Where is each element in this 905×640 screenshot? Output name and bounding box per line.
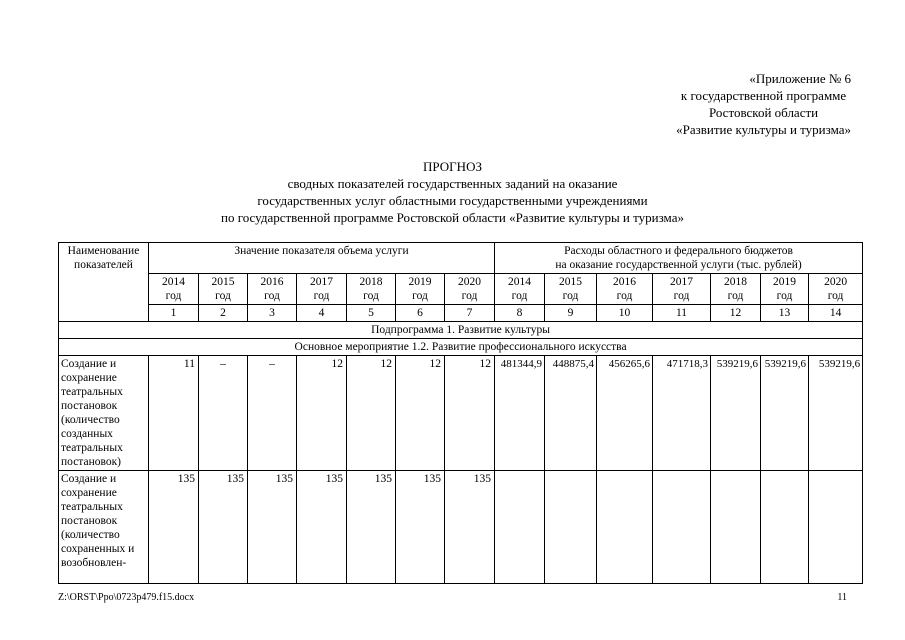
annex-line-2: к государственной программе: [680, 88, 847, 103]
header-row-numbers: [59, 305, 863, 322]
header-expense-group: [495, 243, 863, 274]
volume-value: –: [248, 356, 297, 471]
title-line-3: по государственной программе Ростовской области «Развитие культуры и туризма»: [221, 210, 684, 225]
volume-value: –: [199, 356, 248, 471]
year-label: 2019: [773, 276, 797, 288]
title-line-1: сводных показателей государственных заданий на оказание: [287, 176, 618, 191]
expense-year-2020: [809, 274, 863, 305]
column-number: 2: [199, 305, 248, 322]
year-unit: год: [461, 290, 478, 302]
year-unit: год: [562, 290, 579, 302]
year-label: 2016: [613, 276, 637, 288]
column-number: 8: [495, 305, 545, 322]
annex-block: [676, 70, 851, 138]
expense-value: [761, 471, 809, 584]
header-expense-line-2: на оказание государственной услуги (тыс. рублей): [555, 259, 802, 271]
column-number: 10: [597, 305, 653, 322]
header-name-cell: Наименование показателей: [59, 243, 149, 322]
expense-value: [809, 471, 863, 584]
volume-value: 11: [149, 356, 199, 471]
column-number: 14: [809, 305, 863, 322]
volume-year-2016: [248, 274, 297, 305]
column-number: 7: [445, 305, 495, 322]
expense-year-2016: [597, 274, 653, 305]
volume-value: 135: [149, 471, 199, 584]
file-path: Z:\ORST\Ppo\0723p479.f15.docx: [58, 592, 195, 603]
year-label: 2014: [162, 276, 185, 288]
year-label: 2015: [559, 276, 583, 288]
volume-value: 135: [248, 471, 297, 584]
annex-line-1: «Приложение № 6: [749, 71, 851, 86]
expense-value: [495, 471, 545, 584]
column-number: 11: [653, 305, 711, 322]
expense-value: [597, 471, 653, 584]
year-label: 2015: [211, 276, 235, 288]
year-unit: год: [313, 290, 330, 302]
column-number: 12: [711, 305, 761, 322]
volume-value: 12: [297, 356, 347, 471]
expense-value: 456265,6: [597, 356, 653, 471]
year-label: 2020: [824, 276, 848, 288]
table-row: [59, 356, 863, 471]
measure-row: [59, 339, 863, 356]
page-footer: [58, 592, 847, 603]
expense-year-2019: [761, 274, 809, 305]
volume-value: 135: [347, 471, 396, 584]
year-unit: год: [264, 290, 280, 302]
year-unit: год: [776, 290, 793, 302]
year-unit: год: [511, 290, 528, 302]
expense-year-2018: [711, 274, 761, 305]
subprogram-title: Подпрограмма 1. Развитие культуры: [59, 322, 863, 339]
indicator-name: Создание и сохранение театральных постановок (количество сохраненных и возобновлен-: [59, 471, 149, 584]
year-unit: год: [673, 290, 690, 302]
year-label: 2020: [458, 276, 482, 288]
expense-value: [653, 471, 711, 584]
year-unit: год: [165, 290, 182, 302]
document-title: [0, 158, 905, 226]
subprogram-row: [59, 322, 863, 339]
year-unit: год: [363, 290, 379, 302]
year-unit: год: [215, 290, 231, 302]
volume-value: 135: [396, 471, 445, 584]
measure-title: Основное мероприятие 1.2. Развитие профессионального искусства: [59, 339, 863, 356]
expense-year-2015: [545, 274, 597, 305]
column-number: 3: [248, 305, 297, 322]
column-number: 1: [149, 305, 199, 322]
volume-value: 12: [445, 356, 495, 471]
annex-line-4: «Развитие культуры и туризма»: [676, 122, 851, 137]
table-row: [59, 471, 863, 584]
header-volume-group: Значение показателя объема услуги: [149, 243, 495, 274]
year-label: 2018: [724, 276, 748, 288]
header-expense-line-1: Расходы областного и федерального бюджетов: [564, 245, 793, 257]
column-number: 6: [396, 305, 445, 322]
expense-value: 481344,9: [495, 356, 545, 471]
year-label: 2017: [310, 276, 333, 288]
expense-value: 448875,4: [545, 356, 597, 471]
column-number: 5: [347, 305, 396, 322]
volume-year-2019: [396, 274, 445, 305]
expense-value: 539219,6: [809, 356, 863, 471]
year-label: 2014: [508, 276, 532, 288]
expense-year-2014: [495, 274, 545, 305]
indicator-name: Создание и сохранение театральных постановок (количество созданных театральных постановок): [59, 356, 149, 471]
header-row-years: [59, 274, 863, 305]
year-label: 2016: [260, 276, 284, 288]
column-number: 4: [297, 305, 347, 322]
page-number: 11: [837, 592, 847, 603]
forecast-table: [58, 242, 863, 584]
expense-year-2017: [653, 274, 711, 305]
expense-value: [545, 471, 597, 584]
expense-value: 471718,3: [653, 356, 711, 471]
expense-value: [711, 471, 761, 584]
volume-year-2018: [347, 274, 396, 305]
volume-year-2015: [199, 274, 248, 305]
year-unit: год: [827, 290, 844, 302]
header-row-groups: [59, 243, 863, 274]
volume-value: 135: [297, 471, 347, 584]
volume-year-2020: [445, 274, 495, 305]
year-unit: год: [727, 290, 744, 302]
volume-value: 12: [347, 356, 396, 471]
volume-value: 135: [199, 471, 248, 584]
volume-year-2017: [297, 274, 347, 305]
expense-value: 539219,6: [711, 356, 761, 471]
year-unit: год: [412, 290, 428, 302]
year-unit: год: [616, 290, 633, 302]
annex-line-3: Ростовской области: [708, 105, 819, 120]
volume-year-2014: [149, 274, 199, 305]
year-label: 2017: [670, 276, 694, 288]
expense-value: 539219,6: [761, 356, 809, 471]
year-label: 2019: [408, 276, 432, 288]
volume-value: 135: [445, 471, 495, 584]
column-number: 9: [545, 305, 597, 322]
volume-value: 12: [396, 356, 445, 471]
title-line-2: государственных услуг областными государственными учреждениями: [257, 193, 648, 208]
title-heading: ПРОГНОЗ: [423, 159, 482, 174]
column-number: 13: [761, 305, 809, 322]
year-label: 2018: [359, 276, 383, 288]
